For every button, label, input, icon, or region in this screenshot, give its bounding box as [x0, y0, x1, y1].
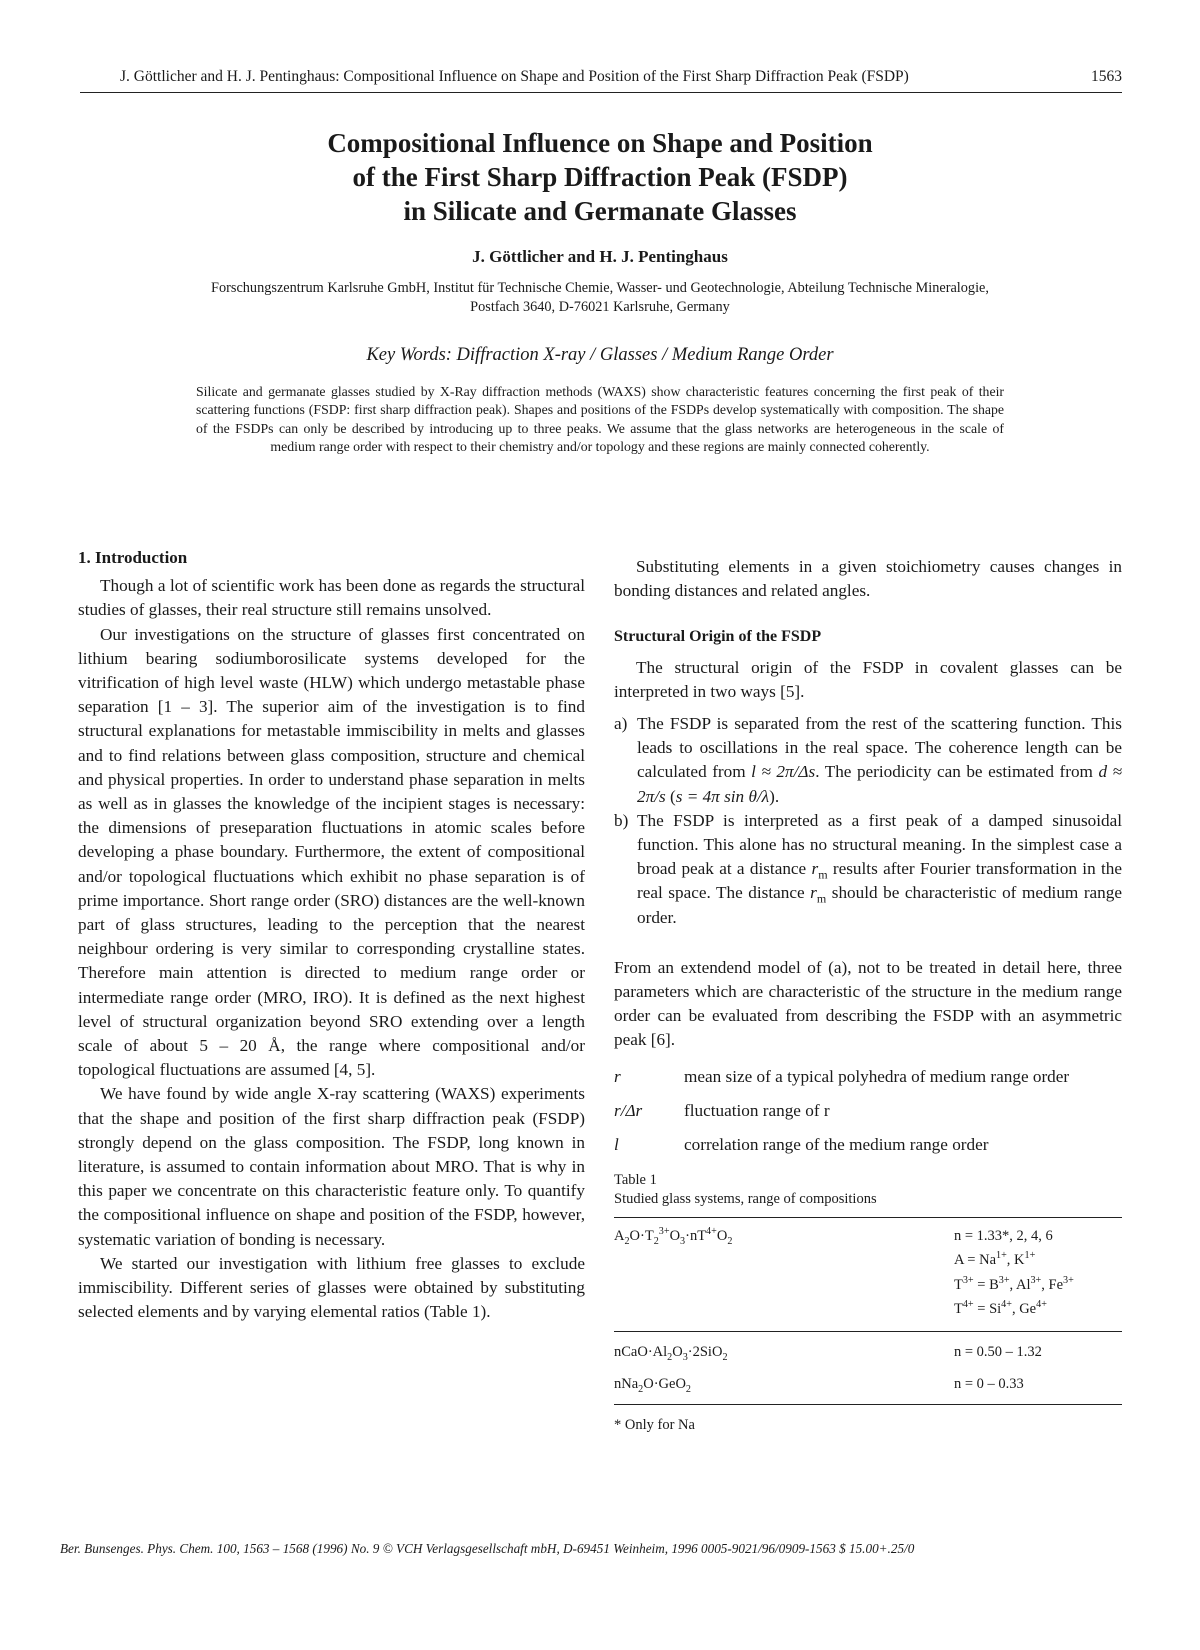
formula: s = 4π sin θ/λ — [675, 786, 770, 806]
subscript: m — [818, 867, 828, 882]
paragraph: From an extendend model of (a), not to be treated in detail here, three parameters which are characteristic of the structure in the medium range order can be evaluated from describing the FSDP with an asymmetric peak [6]. — [614, 957, 1122, 1050]
definition-text: fluctuation range of r — [684, 1100, 830, 1120]
keywords: Key Words: Diffraction X-ray / Glasses / Medium Range Order — [366, 345, 834, 365]
subsection-heading: Structural Origin of the FSDP — [614, 628, 822, 646]
table-footnote: * Only for Na — [614, 1417, 695, 1434]
table-cell-formula: $A_2O\cdot T_2^{3+}O_3\cdot nT^{4+}O_2$ — [614, 1226, 733, 1248]
table-cell-values — [954, 1224, 1122, 1321]
definition-row — [614, 1099, 1122, 1123]
paper-title — [100, 126, 1100, 228]
text-run: ( — [665, 786, 676, 806]
table — [614, 1217, 1122, 1405]
list-item — [614, 809, 1122, 930]
list-text — [637, 809, 1122, 930]
formula: d ≈ 2π/s — [637, 762, 1122, 806]
definition-symbol: l — [614, 1135, 619, 1155]
table-value-line: $A = Na^{1+}$, $K^{1+}$ — [954, 1250, 1036, 1269]
text-run: results after Fourier transformation in the real space. The distance — [637, 859, 1122, 903]
right-column — [614, 555, 1122, 1438]
definition-symbol: r — [614, 1066, 621, 1086]
table-caption-text: Studied glass systems, range of compositions — [614, 1191, 877, 1208]
journal-footer: Ber. Bunsenges. Phys. Chem. 100, 1563 – 1568 (1996) No. 9 © VCH Verlagsgesellschaft mbH, D-69451 Weinheim, 1996 0005-9021/96/0909-1563 $ 15.00+.25/0 — [60, 1541, 915, 1556]
definition-row — [614, 1065, 1122, 1089]
table-cell-formula: $nCaO\cdot Al_2O_3\cdot 2SiO_2$ — [614, 1344, 728, 1363]
formula: l ≈ 2π/Δs — [751, 762, 816, 782]
table-value-line: $T^{4+} = Si^{4+}$, $Ge^{4+}$ — [954, 1299, 1047, 1317]
table-label: Table 1 — [614, 1172, 657, 1189]
affiliation — [80, 279, 1120, 317]
title-line: Compositional Influence on Shape and Position — [327, 128, 873, 158]
title-line: of the First Sharp Diffraction Peak (FSDP) — [352, 162, 848, 192]
header-rule — [80, 92, 1122, 93]
text-run: The FSDP is interpreted as a first peak of a damped sinusoidal function. This alone has no structural meaning. In the simplest case a broad peak at a distance — [637, 810, 1122, 879]
title-line: in Silicate and Germanate Glasses — [403, 196, 797, 226]
text-run: The FSDP is separated from the rest of the scattering function. This leads to oscillations in the real space. The coherence length can be calculated from — [637, 714, 1122, 782]
symbol: r — [811, 859, 819, 879]
paragraph: The structural origin of the FSDP in covalent glasses can be interpreted in two ways [5]. — [614, 657, 1122, 701]
list-text — [637, 712, 1122, 809]
authors: J. Göttlicher and H. J. Pentinghaus — [472, 247, 728, 266]
list-label: b) — [614, 810, 629, 830]
text-run: ). — [769, 786, 780, 806]
running-title: J. Göttlicher and H. J. Pentinghaus: Compositional Influence on Shape and Position of the First Sharp Diffraction Peak (FSDP) — [120, 68, 909, 85]
symbol: r — [810, 883, 817, 903]
list-item — [614, 712, 1122, 809]
section-heading: 1. Introduction — [78, 548, 188, 567]
table-value-line: $T^{3+} = B^{3+}$, $Al^{3+}$, $Fe^{3+}$ — [954, 1274, 1074, 1293]
definition-row — [614, 1133, 1122, 1157]
subscript: m — [816, 891, 827, 906]
table-row — [614, 1218, 1122, 1331]
running-header — [120, 68, 1122, 86]
text-run: . The periodicity can be estimated from — [815, 762, 1099, 782]
text-run: should be characteristic of medium range order. — [637, 883, 1122, 927]
definition-text: mean size of a typical polyhedra of medium range order — [684, 1066, 1070, 1086]
affiliation-line: Forschungszentrum Karlsruhe GmbH, Institut für Technische Chemie, Wasser- und Geotechnologie, Abteilung Technische Mineralogie, — [211, 280, 989, 296]
table-row — [614, 1368, 1122, 1404]
page-number: 1563 — [1091, 68, 1122, 85]
table-cell-value: n = 0.50 – 1.32 — [954, 1344, 1042, 1361]
abstract: Silicate and germanate glasses studied by X-Ray diffraction methods (WAXS) show characteristic features concerning the first peak of their scattering functions (FSDP: first sharp diffraction peak). Shapes and positions of the FSDPs develop systematically with composition. The shape of the FSDPs can only be described by introducing up to three peaks. We assume that the glass networks are heterogeneous in the scale of medium range order with respect to their chemistry and/or topology and these regions are mainly connected coherently. — [196, 384, 1004, 455]
affiliation-line: Postfach 3640, D-76021 Karlsruhe, Germany — [470, 299, 730, 315]
definition-symbol: r/Δr — [614, 1100, 643, 1120]
table-cell-value: n = 0 – 0.33 — [954, 1376, 1024, 1393]
paragraph: We started our investigation with lithium free glasses to exclude immiscibility. Different series of glasses were obtained by substituting selected elements and by varying elemental ratios (Table 1). — [78, 1253, 585, 1322]
table-row — [614, 1331, 1122, 1368]
paragraph: Our investigations on the structure of glasses first concentrated on lithium bearing sodiumborosilicate systems developed for the vitrification of high level waste (HLW) which undergo metastable phase separation [1 – 3]. The superior aim of the investigation is to find structural explanations for metastable immiscibility in melts and glasses and to find relations between glass composition, structure and chemical and physical properties. In order to understand phase separation in melts as well as in glasses the knowledge of the incipient stages is necessary: the dimensions of preseparation fluctuations in atomic scales before developing a phase boundary. Furthermore, the extent of compositional and/or topological fluctuations which exhibit no phase separation is of prime importance. Short range order (SRO) distances are the well-known part of glass structures, leading to the perception that the nearest neighbour ordering is very similar to corresponding crystalline states. Therefore main attention is directed to medium range order or intermediate range order (MRO, IRO). It is defined as the next highest level of structural organization beyond SRO extending over a length scale of about 5 – 20 Å, the range where compositional and/or topological fluctuations are assumed [4, 5]. — [78, 624, 585, 1080]
definition-text: correlation range of the medium range order — [684, 1135, 989, 1155]
paragraph: Substituting elements in a given stoichiometry causes changes in bonding distances and related angles. — [614, 557, 1122, 601]
table-cell-formula: nNa$_2$O·GeO$_2$ — [614, 1376, 691, 1396]
paragraph: Though a lot of scientific work has been done as regards the structural studies of glasses, their real structure still remains unsolved. — [78, 576, 585, 620]
table-value-line: n = 1.33*, 2, 4, 6 — [954, 1228, 1053, 1245]
paragraph: We have found by wide angle X-ray scattering (WAXS) experiments that the shape and position of the first sharp diffraction peak (FSDP) strongly depend on the glass composition. The FSDP, long known in literature, is assumed to contain information about MRO. That is why in this paper we concentrate on this characteristic feature only. To quantify the compositional influence on shape and position of the FSDP, however, systematic variation of bonding is necessary. — [78, 1084, 585, 1249]
table-caption — [614, 1171, 1122, 1209]
left-column — [78, 546, 585, 1325]
list-label: a) — [614, 714, 628, 734]
